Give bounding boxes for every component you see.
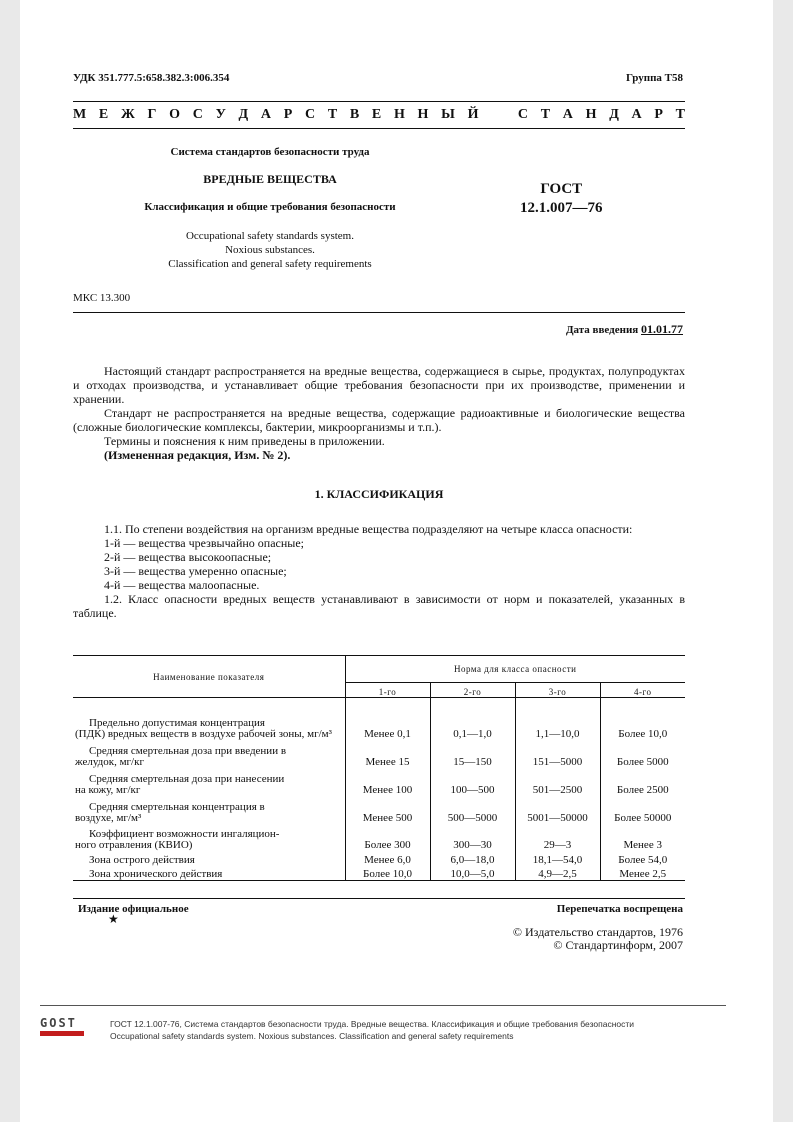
banner-letter: Н [417,107,429,122]
group-code: Группа Т58 [625,72,683,84]
mks-code: МКС 13.300 [73,292,131,304]
class-1-value: Более 300 [345,824,430,851]
banner-letter: Т [540,107,551,122]
table-row [73,768,685,796]
header-class-group: Норма для класса опасности [345,656,685,683]
footer-line: Occupational safety standards system. Noxious substances. Classification and general safety requirements [110,1031,514,1041]
intro-paragraph: Стандарт не распространяется на вредные вещества, содержащие радиоактивные и биологические вещества (сложные биологические комплексы, бактерии, микроорганизмы и т.п.). [73,406,685,434]
banner-letter: Н [585,107,597,122]
udk-code: УДК 351.777.5:658.382.3:006.354 [73,72,230,84]
section-paragraph: 1.1. По степени воздействия на организм вредные вещества подразделяют на четыре класса опасности: [104,522,633,536]
footer-text [110,1018,634,1042]
banner-letter: А [562,107,573,122]
official-edition: Издание официальное [78,903,189,915]
class-3-value: 151—5000 [515,740,600,768]
footer-line: ГОСТ 12.1.007-76, Система стандартов безопасности труда. Вредные вещества. Классификация и общие требования безопасности [110,1019,635,1029]
class-1-value: Более 10,0 [345,866,430,881]
table-row [73,740,685,768]
logo-red-bar [40,1031,84,1036]
indicator-name-line: Средняя смертельная доза при введении в [89,744,287,757]
class-1-value: Менее 0,1 [345,698,430,740]
class-3-value: 18,1—54,0 [515,851,600,866]
class-2-value: 300—30 [430,824,515,851]
reprint-prohibited: Перепечатка воспрещена [556,903,683,915]
class-4-value: Менее 2,5 [619,868,667,880]
indicator-name-line: Предельно допустимая концентрация [89,716,265,729]
class-2-value: 500—5000 [430,796,515,824]
intro-text [73,364,685,462]
intro-paragraph: Термины и пояснения к ним приведены в приложении. [104,434,385,448]
english-title-line: Classification and general safety requirements [168,258,372,270]
indicator-name [73,866,345,881]
logo-text: GOST [40,1016,77,1030]
english-title [110,229,430,271]
banner-letter: Д [609,107,619,122]
class-2-value: 6,0—18,0 [430,851,515,866]
class-4-value: Более 50000 [614,811,672,824]
list-item: 1-й — вещества чрезвычайно опасные; [104,536,305,550]
class-3-value: 29—3 [515,824,600,851]
indicator-name [73,824,345,851]
banner-letter: В [349,107,360,122]
list-item: 4-й — вещества малоопасные. [104,578,260,592]
section-paragraph: 1.2. Класс опасности вредных веществ устанавливают в зависимости от норм и показателей, указанных в таблице. [73,592,685,620]
banner-rule [73,128,685,129]
banner-letter: Р [283,107,293,122]
indicator-name-line: (ПДК) вредных веществ в воздухе рабочей зоны, мг/м³ [75,727,332,740]
class-3-value: 4,9—2,5 [515,866,600,881]
copyright-line: © Стандартинформ, 2007 [553,938,683,952]
banner-letter: Ы [441,107,455,122]
document-title: ВРЕДНЫЕ ВЕЩЕСТВА [203,172,337,186]
list-item: 3-й — вещества умеренно опасные; [104,564,287,578]
indicator-name-line: Коэффициент возможности ингаляцион- [89,827,280,840]
banner-letter: С [517,107,529,122]
class-4-value: Более 10,0 [618,727,668,740]
indicator-name [73,851,345,866]
table-row [73,796,685,824]
banner-letter: У [215,107,226,122]
indicator-name-line: желудок, мг/кг [75,755,144,768]
banner-letter: Т [327,107,338,122]
english-title-line: Noxious substances. [225,244,315,256]
copyright [513,926,683,952]
gost-code: 12.1.007—76 [520,200,603,216]
banner-letter: Е [371,107,382,122]
banner-letter: О [169,107,181,122]
top-rule [73,101,685,102]
banner-letter: С [192,107,203,122]
indicator-name [73,796,345,824]
english-title-line: Occupational safety standards system. [185,230,354,242]
indicator-name-line: на кожу, мг/кг [75,783,141,796]
class-1-value: Менее 500 [345,796,430,824]
banner-letter: Т [675,107,685,122]
hazard-class-table [73,655,685,881]
class-1-value: Менее 15 [345,740,430,768]
banner-letter: Й [467,107,479,122]
indicator-name-line: воздухе, мг/м³ [75,811,142,824]
header-class-4: 4-го [634,687,652,697]
indicator-name [73,768,345,796]
banner-letter: М [73,107,87,122]
banner-letter: Д [238,107,249,122]
copyright-line: © Издательство стандартов, 1976 [512,925,683,939]
class-3-value: 1,1—10,0 [515,698,600,740]
class-2-value: 10,0—5,0 [430,866,515,881]
header-class-1: 1-го [345,683,430,698]
class-1-value: Менее 100 [345,768,430,796]
header-class-2: 2-го [430,683,515,698]
class-4-value: Более 5000 [616,755,669,768]
list-item: 2-й — вещества высокоопасные; [104,550,272,564]
system-title: Система стандартов безопасности труда [170,146,370,158]
banner-letter [491,107,505,123]
indicator-name-line: Средняя смертельная доза при нанесении [89,772,285,785]
table-row [73,851,685,866]
banner-letter: Р [654,107,663,122]
footer-rule [40,1005,726,1006]
table-row [73,866,685,881]
amendment-note: (Измененная редакция, Изм. № 2). [104,448,291,462]
gost-logo [40,1017,86,1036]
header-indicator-name: Наименование показателя [73,656,345,698]
banner-letter: Н [393,107,405,122]
banner-letter: Г [147,107,157,122]
interstate-standard-banner [73,107,685,123]
class-4-value: Более 54,0 [618,853,668,866]
intro-paragraph: Настоящий стандарт распространяется на вредные вещества, содержащиеся в сырье, продуктах, полупродуктах и отходах производства, и устанавливает общие требования безопасности при их производстве, применении и хранении. [73,364,685,406]
introduction-date [566,322,683,337]
star-icon: ★ [108,912,119,926]
indicator-name-line: Зона хронического действия [89,868,223,880]
section-title: 1. КЛАССИФИКАЦИЯ [314,487,444,501]
section-text [73,522,685,620]
class-4-value: Более 2500 [616,783,669,796]
class-1-value: Менее 6,0 [345,851,430,866]
bottom-rule [73,898,685,899]
banner-letter: Ж [120,107,135,122]
banner-letter: С [304,107,316,122]
class-2-value: 0,1—1,0 [430,698,515,740]
date-value: 01.01.77 [641,322,683,336]
class-3-value: 5001—50000 [515,796,600,824]
mks-rule [73,312,685,313]
class-3-value: 501—2500 [515,768,600,796]
class-2-value: 15—150 [430,740,515,768]
table-row [73,698,685,740]
date-label: Дата введения [565,324,639,336]
class-2-value: 100—500 [430,768,515,796]
banner-letter: А [260,107,272,122]
banner-letter: Е [98,107,109,122]
table-row [73,824,685,851]
document-subtitle: Классификация и общие требования безопасности [144,201,396,213]
document-page [20,0,773,1122]
banner-letter: А [631,107,642,122]
indicator-name-line: Зона острого действия [89,853,195,866]
indicator-name-line: Средняя смертельная концентрация в [89,800,265,813]
gost-number [520,180,603,218]
gost-label: ГОСТ [540,181,583,197]
class-4-value: Менее 3 [623,838,662,851]
header-class-3: 3-го [515,683,600,698]
indicator-name [73,698,345,740]
indicator-name-line: ного отравления (КВИО) [75,838,193,851]
indicator-name [73,740,345,768]
